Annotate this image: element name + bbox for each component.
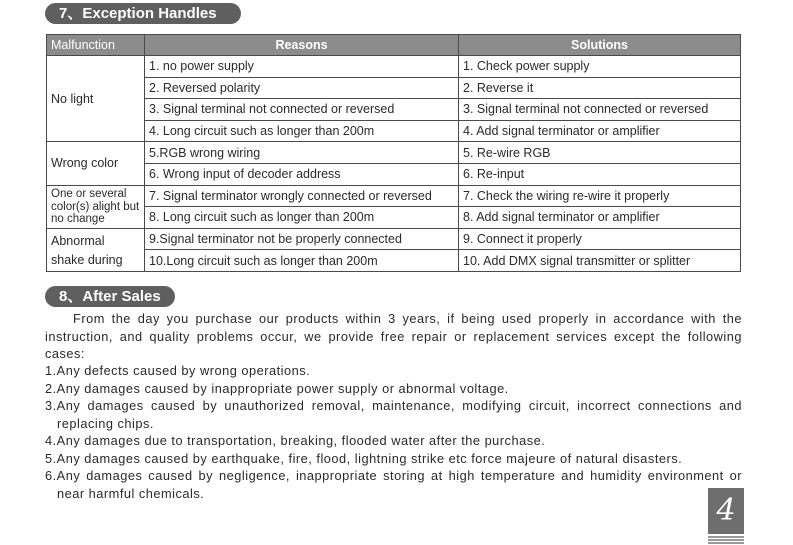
table-row bbox=[47, 120, 741, 142]
table-row bbox=[47, 207, 741, 229]
solution-cell: 3. Signal terminal not connected or reversed bbox=[459, 99, 741, 121]
table-row bbox=[47, 185, 741, 207]
table-row bbox=[47, 142, 741, 164]
reason-cell: 8. Long circuit such as longer than 200m bbox=[145, 207, 459, 229]
exclusion-cases-list bbox=[45, 362, 742, 502]
reason-cell: 9.Signal terminator not be properly connected bbox=[145, 228, 459, 250]
table-header-row bbox=[47, 35, 741, 56]
table-row bbox=[47, 77, 741, 99]
table-row bbox=[47, 250, 741, 272]
table-row bbox=[47, 163, 741, 185]
malfunction-cell: Wrong color bbox=[47, 142, 145, 185]
header-malfunction: Malfunction bbox=[47, 35, 145, 56]
after-sales-intro bbox=[45, 310, 742, 363]
solution-cell: 7. Check the wiring re-wire it properly bbox=[459, 185, 741, 207]
section-7-title: 7、Exception Handles bbox=[45, 3, 241, 24]
reason-cell: 1. no power supply bbox=[145, 56, 459, 78]
reason-cell: 10.Long circuit such as longer than 200m bbox=[145, 250, 459, 272]
header-solutions: Solutions bbox=[459, 35, 741, 56]
intro-first-line: From the day you purchase our products within 3 years, if being used properly in accordance with the bbox=[73, 311, 742, 326]
solution-cell: 8. Add signal terminator or amplifier bbox=[459, 207, 741, 229]
exception-handles-table bbox=[46, 34, 741, 272]
malfunction-cell: No light bbox=[47, 56, 145, 142]
list-item: 4.Any damages due to transportation, breaking, flooded water after the purchase. bbox=[45, 433, 546, 448]
section-8-title: 8、After Sales bbox=[45, 286, 175, 307]
solution-cell: 10. Add DMX signal transmitter or splitter bbox=[459, 250, 741, 272]
list-item: 1.Any defects caused by wrong operations. bbox=[45, 363, 311, 378]
table-row bbox=[47, 56, 741, 78]
solution-cell: 2. Reverse it bbox=[459, 77, 741, 99]
solution-cell: 5. Re-wire RGB bbox=[459, 142, 741, 164]
solution-cell: 6. Re-input bbox=[459, 163, 741, 185]
header-reasons: Reasons bbox=[145, 35, 459, 56]
reason-cell: 6. Wrong input of decoder address bbox=[145, 163, 459, 185]
reason-cell: 4. Long circuit such as longer than 200m bbox=[145, 120, 459, 142]
list-item: 2.Any damages caused by inappropriate power supply or abnormal voltage. bbox=[45, 380, 509, 396]
table-row bbox=[47, 99, 741, 121]
page-number: 4 bbox=[708, 488, 744, 534]
solution-cell: 4. Add signal terminator or amplifier bbox=[459, 120, 741, 142]
reason-cell: 5.RGB wrong wiring bbox=[145, 142, 459, 164]
list-item: 6.Any damages caused by negligence, inappropriate storing at high temperature and humidity environment or near harmful chemicals. bbox=[45, 468, 742, 501]
solution-cell: 9. Connect it properly bbox=[459, 228, 741, 250]
page-number-decoration bbox=[708, 536, 744, 545]
reason-cell: 3. Signal terminal not connected or reversed bbox=[145, 99, 459, 121]
list-item: 5.Any damages caused by earthquake, fire, flood, lightning strike etc force majeure of natural disasters. bbox=[45, 450, 683, 466]
list-item: 3.Any damages caused by unauthorized removal, maintenance, modifying circuit, incorrect connections and replacing chips. bbox=[45, 398, 742, 431]
malfunction-cell: One or several color(s) alight but no change bbox=[47, 185, 145, 228]
malfunction-cell: Abnormal shake during bbox=[47, 228, 145, 271]
table-row bbox=[47, 228, 741, 250]
reason-cell: 2. Reversed polarity bbox=[145, 77, 459, 99]
intro-continuation: instruction, and quality problems occur, we provide free repair or replacement services except the following cases: bbox=[45, 328, 742, 361]
solution-cell: 1. Check power supply bbox=[459, 56, 741, 78]
reason-cell: 7. Signal terminator wrongly connected or reversed bbox=[145, 185, 459, 207]
